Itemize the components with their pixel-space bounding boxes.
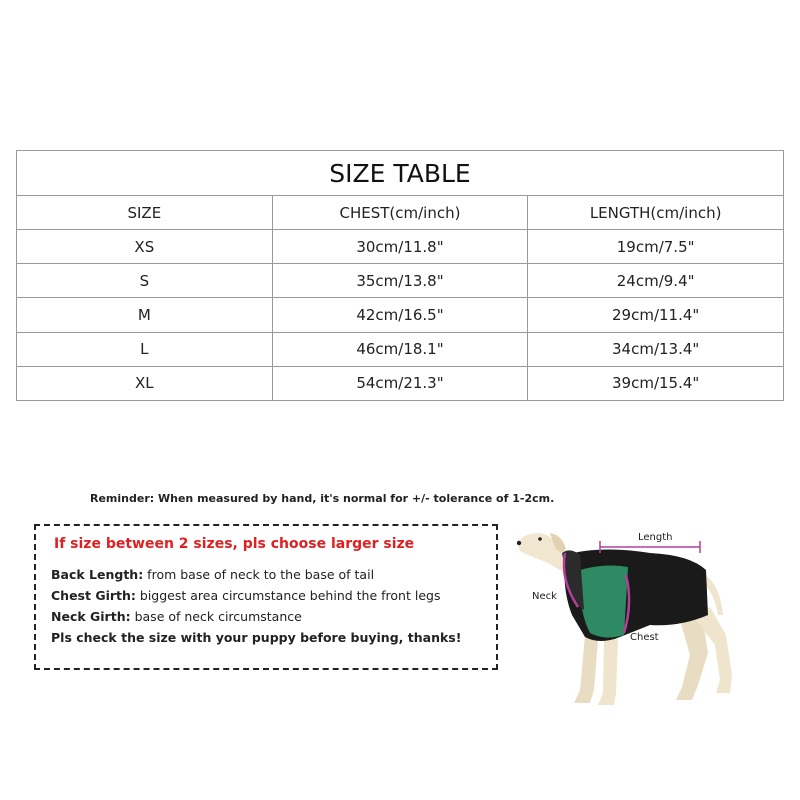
row-length: 39cm/15.4" [528, 366, 784, 400]
dog-measurement-figure [510, 515, 740, 715]
row-chest: 30cm/11.8" [272, 230, 528, 264]
row-size: S [17, 264, 273, 298]
row-chest: 54cm/21.3" [272, 366, 528, 400]
back-length-note [51, 567, 374, 582]
row-size: XL [17, 366, 273, 400]
dog-front-leg [574, 635, 598, 703]
back-length-text: from base of neck to the base of tail [143, 567, 375, 582]
length-label: Length [638, 532, 673, 543]
chest-girth-label: Chest Girth: [51, 588, 136, 603]
row-chest: 35cm/13.8" [272, 264, 528, 298]
dog-front-leg-2 [598, 637, 618, 705]
table-row [17, 298, 784, 332]
neck-girth-text: base of neck circumstance [130, 609, 302, 624]
measurement-notes-box [34, 524, 498, 670]
table-row [17, 366, 784, 400]
table-row [17, 264, 784, 298]
table-header-row [17, 196, 784, 230]
dog-eye [538, 537, 542, 541]
reminder-text: Reminder: When measured by hand, it's normal for +/- tolerance of 1-2cm. [90, 492, 555, 505]
check-size-note [51, 630, 461, 645]
row-size: M [17, 298, 273, 332]
row-length: 24cm/9.4" [528, 264, 784, 298]
table-row [17, 332, 784, 366]
header-length: LENGTH(cm/inch) [528, 196, 784, 230]
header-chest: CHEST(cm/inch) [272, 196, 528, 230]
table-title: SIZE TABLE [17, 151, 784, 196]
header-size: SIZE [17, 196, 273, 230]
dog-nose [517, 541, 521, 545]
back-length-label: Back Length: [51, 567, 144, 582]
row-length: 19cm/7.5" [528, 230, 784, 264]
neck-label: Neck [532, 591, 557, 602]
check-size-text: Pls check the size with your puppy before buying, thanks! [51, 630, 462, 645]
neck-girth-note [51, 609, 302, 624]
chest-label: Chest [630, 632, 659, 643]
row-chest: 46cm/18.1" [272, 332, 528, 366]
size-warning: If size between 2 sizes, pls choose larger size [54, 536, 415, 552]
size-table [16, 150, 784, 401]
table-row [17, 230, 784, 264]
row-chest: 42cm/16.5" [272, 298, 528, 332]
row-size: L [17, 332, 273, 366]
row-size: XS [17, 230, 273, 264]
row-length: 29cm/11.4" [528, 298, 784, 332]
chest-girth-note [51, 588, 440, 603]
neck-girth-label: Neck Girth: [51, 609, 131, 624]
chest-girth-text: biggest area circumstance behind the front legs [135, 588, 441, 603]
row-length: 34cm/13.4" [528, 332, 784, 366]
